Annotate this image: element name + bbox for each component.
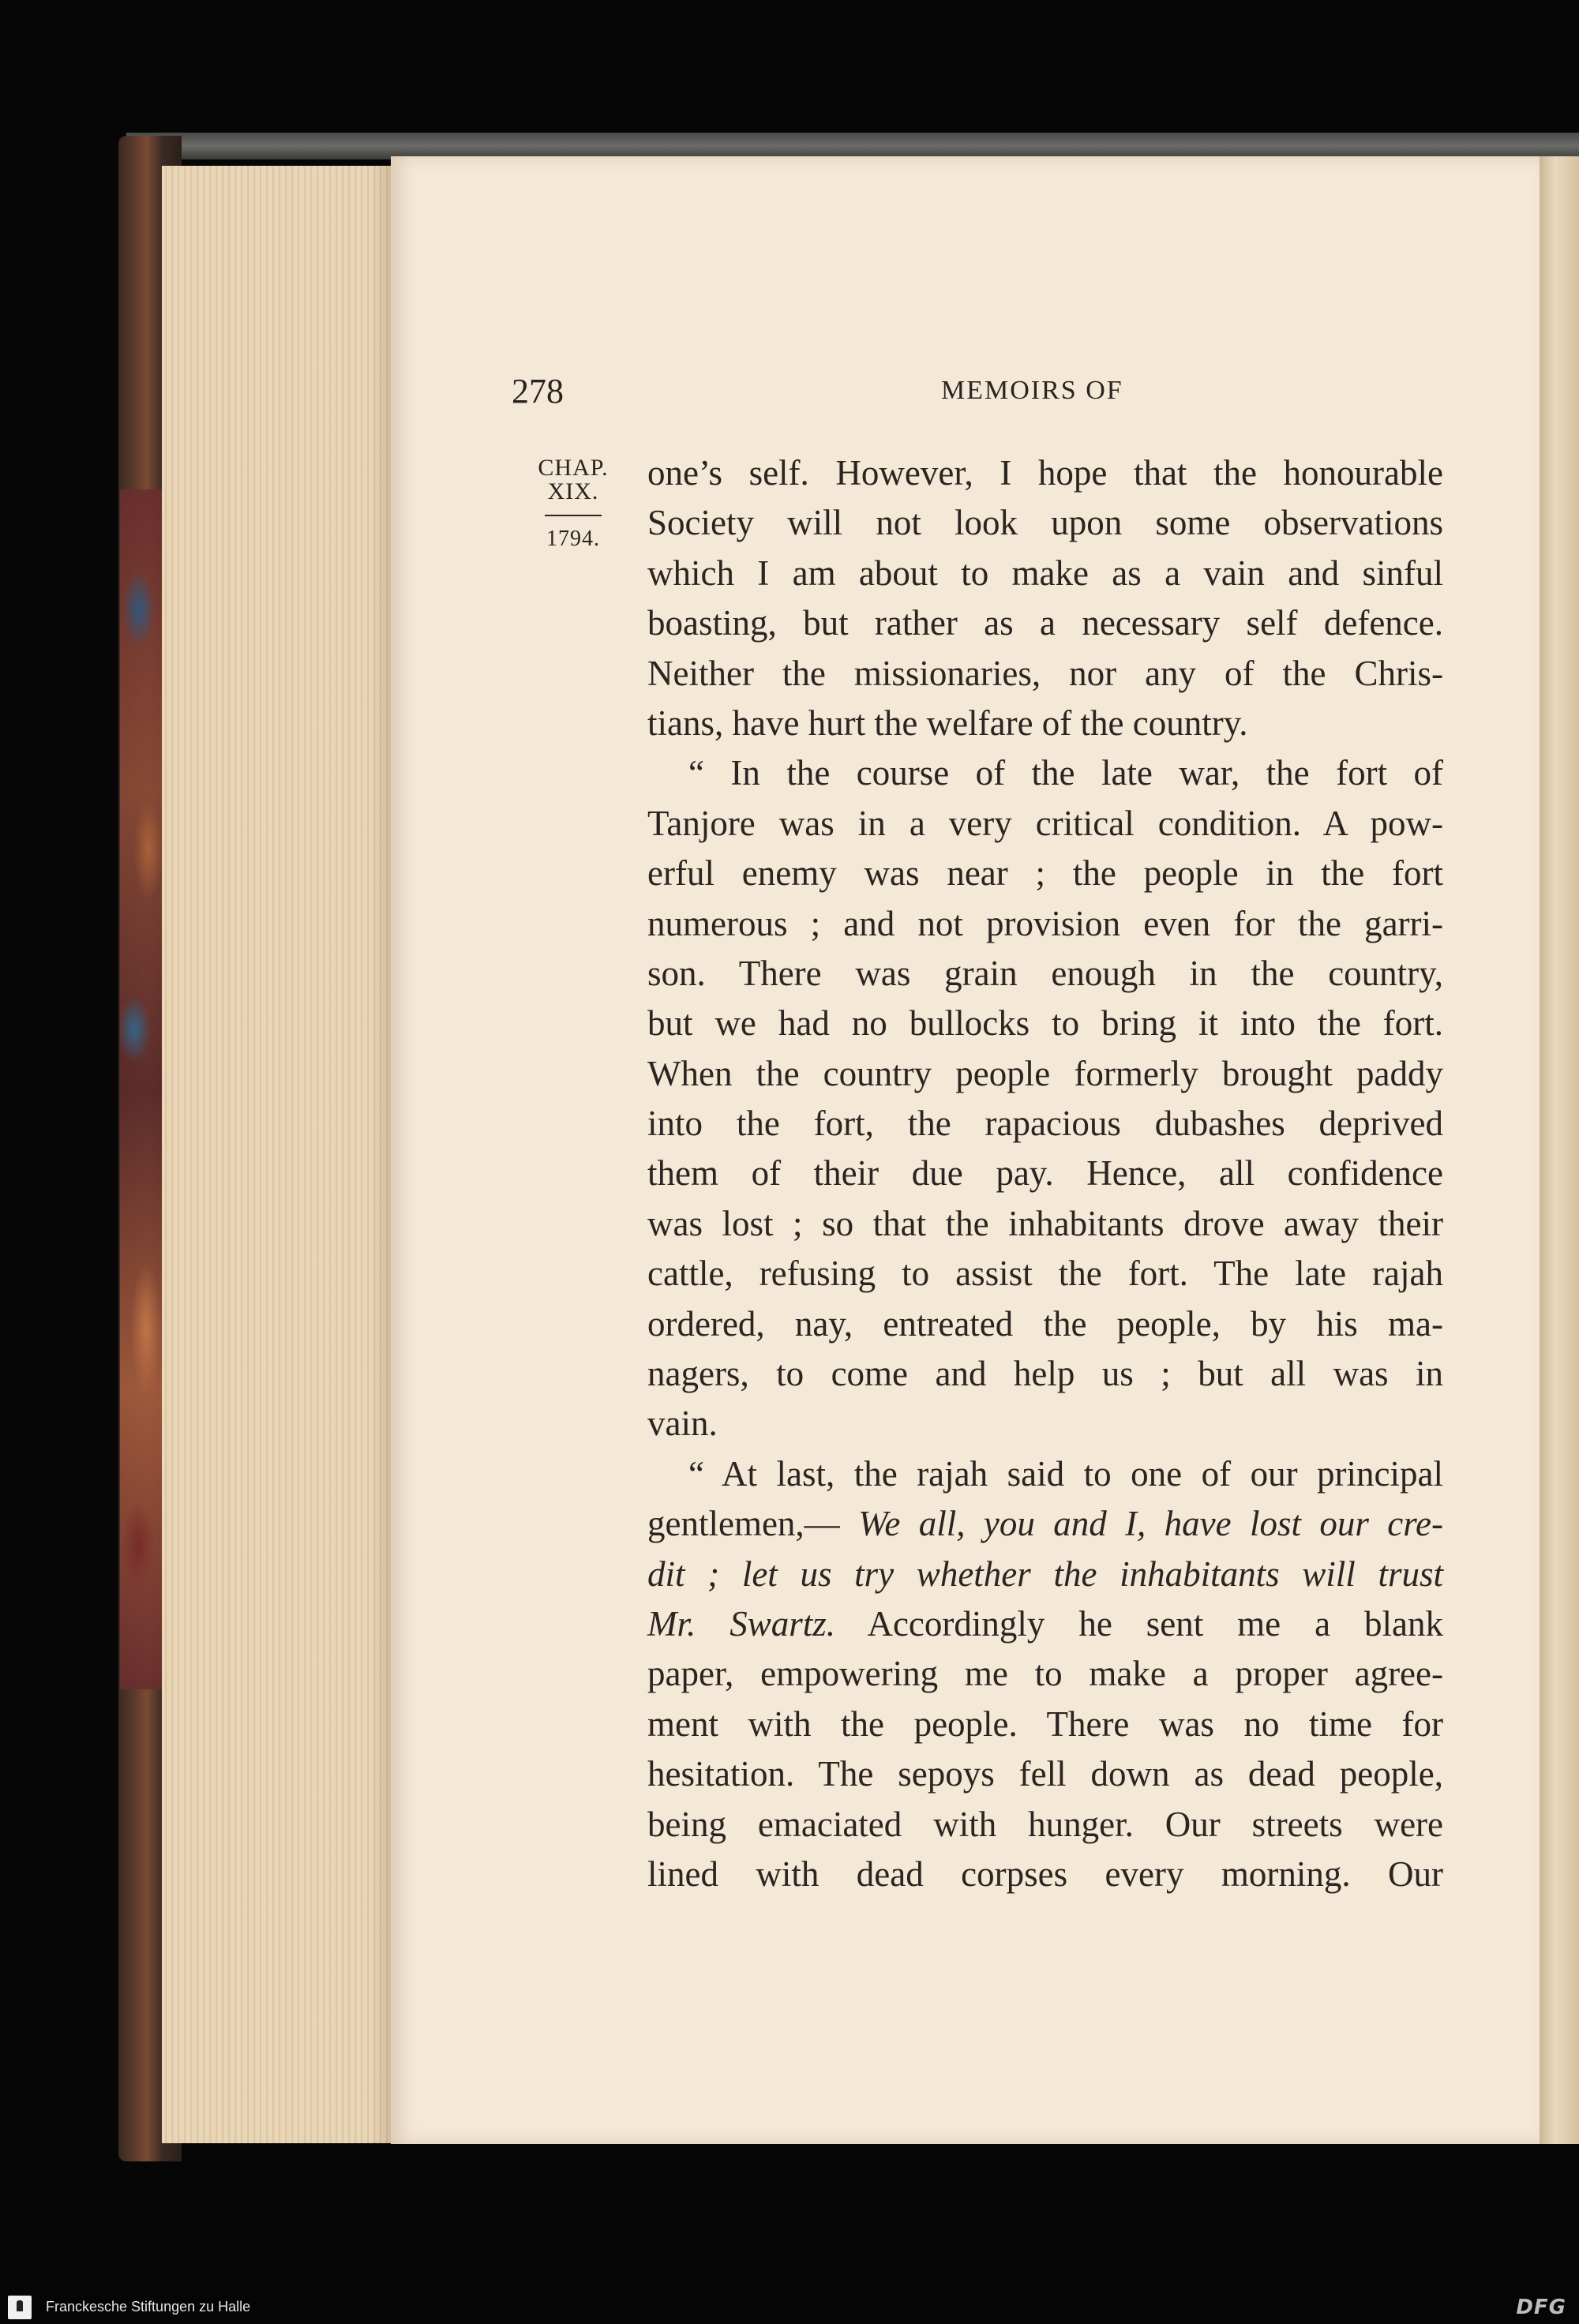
text-line-mixed: [647, 1599, 1443, 1649]
text-line: being emaciated with hunger. Our streets were: [647, 1804, 1443, 1844]
page-block-edges: [162, 166, 392, 2143]
sidenote-chap-label: CHAP.: [538, 455, 609, 481]
text-line: vain.: [647, 1404, 718, 1444]
facing-page-gutter: [1540, 156, 1579, 2144]
text-line: son. There was grain enough in the country,: [647, 953, 1443, 993]
footer-bar: [0, 2291, 1579, 2324]
chapter-sidenote: [529, 456, 617, 551]
italic-quote: We all, you and I, have lost our cre-: [858, 1504, 1444, 1544]
text-line: “ At last, the rajah said to one of our principal: [688, 1453, 1443, 1494]
text-line: which I am about to make as a vain and sinful: [647, 553, 1443, 593]
marbled-endpaper: [120, 489, 167, 1689]
text-line: When the country people formerly brought paddy: [647, 1053, 1443, 1093]
text-line-mixed: [647, 1499, 1443, 1549]
text-line: them of their due pay. Hence, all confidence: [647, 1153, 1443, 1194]
sidenote-chapter-number: XIX.: [547, 478, 599, 504]
text-line: Neither the missionaries, nor any of the Chris-: [647, 653, 1443, 693]
text-line: into the fort, the rapacious dubashes deprived: [647, 1104, 1443, 1144]
text-line: numerous ; and not provision even for the garri-: [647, 903, 1443, 943]
text-line: lined with dead corpses every morning. Our: [647, 1854, 1443, 1894]
text-line: erful enemy was near ; the people in the fort: [647, 853, 1443, 894]
page-number: 278: [512, 372, 564, 410]
text-line: boasting, but rather as a necessary self defence.: [647, 603, 1443, 643]
text-line: nagers, to come and help us ; but all was in: [647, 1354, 1443, 1394]
roman-text: gentlemen,—: [647, 1504, 840, 1544]
franckesche-stiftungen-logo-icon: [8, 2296, 32, 2319]
text-line: hesitation. The sepoys fell down as dead people,: [647, 1754, 1443, 1794]
text-line: “ In the course of the late war, the fort of: [688, 753, 1443, 793]
text-line: Tanjore was in a very critical condition. A pow-: [647, 803, 1443, 843]
text-line-italic: dit ; let us try whether the inhabitants will trust: [647, 1554, 1443, 1594]
text-line: Society will not look upon some observations: [647, 503, 1443, 543]
dfg-logo: DFG: [1516, 2296, 1566, 2319]
text-line: but we had no bullocks to bring it into the fort.: [647, 1003, 1443, 1044]
text-line: cattle, refusing to assist the fort. The late rajah: [647, 1254, 1443, 1294]
text-line: ment with the people. There was no time for: [647, 1704, 1443, 1744]
roman-text: Accordingly he sent me a blank: [835, 1603, 1443, 1644]
body-text: [647, 448, 1443, 1899]
footer-institution: Franckesche Stiftungen zu Halle: [46, 2299, 251, 2315]
sidenote-year: 1794.: [546, 527, 600, 551]
sidenote-rule: [545, 515, 602, 516]
text-line: ordered, nay, entreated the people, by his ma-: [647, 1303, 1443, 1344]
book-cover-top-edge: [126, 133, 1579, 159]
text-line: tians, have hurt the welfare of the country.: [647, 703, 1248, 743]
text-line: one’s self. However, I hope that the honourable: [647, 453, 1443, 493]
running-head: MEMOIRS OF: [941, 376, 1123, 405]
text-line: paper, empowering me to make a proper agree-: [647, 1654, 1443, 1694]
text-line: was lost ; so that the inhabitants drove away their: [647, 1203, 1443, 1243]
italic-quote: Mr. Swartz.: [647, 1603, 835, 1644]
